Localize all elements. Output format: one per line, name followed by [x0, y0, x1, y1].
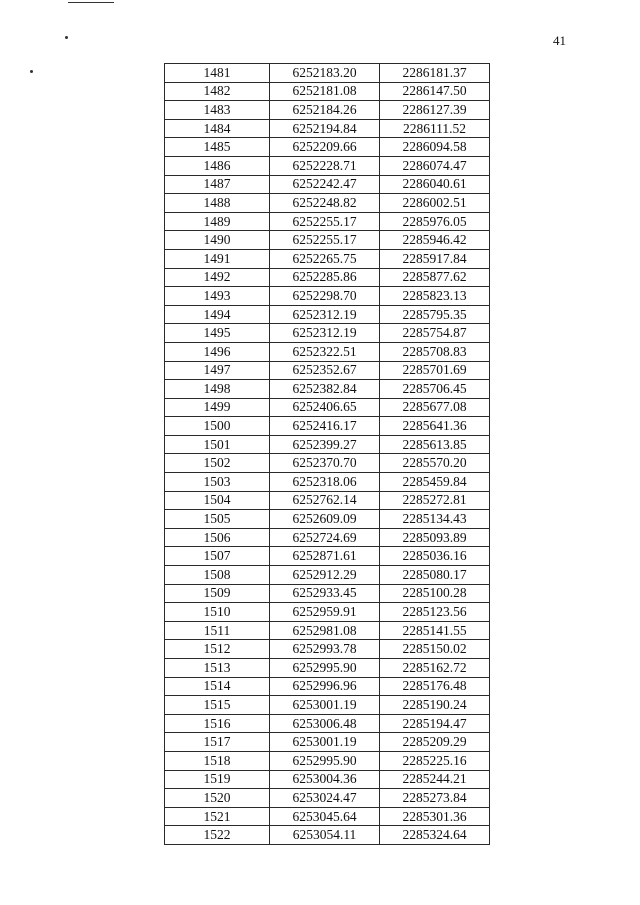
table-row — [165, 398, 490, 417]
point-number-cell: 1516 — [165, 714, 270, 733]
table-row — [165, 324, 490, 343]
top-rule-line — [68, 2, 114, 3]
x-coordinate-cell: 6252912.29 — [270, 566, 380, 585]
point-number-cell: 1520 — [165, 789, 270, 808]
table-row — [165, 491, 490, 510]
x-coordinate-cell: 6252871.61 — [270, 547, 380, 566]
y-coordinate-cell: 2286074.47 — [380, 156, 490, 175]
table-row — [165, 826, 490, 845]
table-row — [165, 435, 490, 454]
x-coordinate-cell: 6252399.27 — [270, 435, 380, 454]
point-number-cell: 1502 — [165, 454, 270, 473]
table-row — [165, 677, 490, 696]
point-number-cell: 1521 — [165, 807, 270, 826]
y-coordinate-cell: 2285706.45 — [380, 380, 490, 399]
table-row — [165, 770, 490, 789]
table-row — [165, 417, 490, 436]
x-coordinate-cell: 6252352.67 — [270, 361, 380, 380]
y-coordinate-cell: 2285273.84 — [380, 789, 490, 808]
table-row — [165, 194, 490, 213]
point-number-cell: 1518 — [165, 751, 270, 770]
y-coordinate-cell: 2286181.37 — [380, 64, 490, 83]
table-row — [165, 156, 490, 175]
point-number-cell: 1515 — [165, 696, 270, 715]
x-coordinate-cell: 6252318.06 — [270, 473, 380, 492]
y-coordinate-cell: 2285209.29 — [380, 733, 490, 752]
x-coordinate-cell: 6252933.45 — [270, 584, 380, 603]
x-coordinate-cell: 6252995.90 — [270, 751, 380, 770]
x-coordinate-cell: 6253001.19 — [270, 696, 380, 715]
table-row — [165, 231, 490, 250]
y-coordinate-cell: 2286094.58 — [380, 138, 490, 157]
x-coordinate-cell: 6252298.70 — [270, 287, 380, 306]
x-coordinate-cell: 6252184.26 — [270, 101, 380, 120]
point-number-cell: 1504 — [165, 491, 270, 510]
x-coordinate-cell: 6253001.19 — [270, 733, 380, 752]
x-coordinate-cell: 6252228.71 — [270, 156, 380, 175]
point-number-cell: 1485 — [165, 138, 270, 157]
point-number-cell: 1514 — [165, 677, 270, 696]
point-number-cell: 1486 — [165, 156, 270, 175]
x-coordinate-cell: 6252993.78 — [270, 640, 380, 659]
table-row — [165, 342, 490, 361]
x-coordinate-cell: 6253004.36 — [270, 770, 380, 789]
table-row — [165, 249, 490, 268]
point-number-cell: 1508 — [165, 566, 270, 585]
y-coordinate-cell: 2285917.84 — [380, 249, 490, 268]
x-coordinate-cell: 6252194.84 — [270, 119, 380, 138]
table-row — [165, 138, 490, 157]
y-coordinate-cell: 2285877.62 — [380, 268, 490, 287]
point-number-cell: 1481 — [165, 64, 270, 83]
x-coordinate-cell: 6252248.82 — [270, 194, 380, 213]
x-coordinate-cell: 6252609.09 — [270, 510, 380, 529]
point-number-cell: 1489 — [165, 212, 270, 231]
x-coordinate-cell: 6252255.17 — [270, 231, 380, 250]
table-row — [165, 361, 490, 380]
y-coordinate-cell: 2285976.05 — [380, 212, 490, 231]
point-number-cell: 1517 — [165, 733, 270, 752]
y-coordinate-cell: 2285301.36 — [380, 807, 490, 826]
point-number-cell: 1519 — [165, 770, 270, 789]
table-row — [165, 510, 490, 529]
y-coordinate-cell: 2285162.72 — [380, 659, 490, 678]
x-coordinate-cell: 6252312.19 — [270, 305, 380, 324]
table-row — [165, 733, 490, 752]
y-coordinate-cell: 2285613.85 — [380, 435, 490, 454]
point-number-cell: 1487 — [165, 175, 270, 194]
y-coordinate-cell: 2286127.39 — [380, 101, 490, 120]
y-coordinate-cell: 2285225.16 — [380, 751, 490, 770]
y-coordinate-cell: 2286002.51 — [380, 194, 490, 213]
y-coordinate-cell: 2285141.55 — [380, 621, 490, 640]
point-number-cell: 1498 — [165, 380, 270, 399]
table-row — [165, 380, 490, 399]
point-number-cell: 1503 — [165, 473, 270, 492]
table-row — [165, 659, 490, 678]
point-number-cell: 1497 — [165, 361, 270, 380]
table-row — [165, 119, 490, 138]
point-number-cell: 1484 — [165, 119, 270, 138]
point-number-cell: 1510 — [165, 603, 270, 622]
x-coordinate-cell: 6252416.17 — [270, 417, 380, 436]
point-number-cell: 1509 — [165, 584, 270, 603]
table-row — [165, 603, 490, 622]
x-coordinate-cell: 6252265.75 — [270, 249, 380, 268]
x-coordinate-cell: 6252242.47 — [270, 175, 380, 194]
table-row — [165, 751, 490, 770]
y-coordinate-cell: 2285641.36 — [380, 417, 490, 436]
point-number-cell: 1494 — [165, 305, 270, 324]
y-coordinate-cell: 2285244.21 — [380, 770, 490, 789]
x-coordinate-cell: 6252181.08 — [270, 82, 380, 101]
table-row — [165, 547, 490, 566]
x-coordinate-cell: 6252382.84 — [270, 380, 380, 399]
point-number-cell: 1482 — [165, 82, 270, 101]
x-coordinate-cell: 6252370.70 — [270, 454, 380, 473]
table-row — [165, 101, 490, 120]
point-number-cell: 1491 — [165, 249, 270, 268]
point-number-cell: 1505 — [165, 510, 270, 529]
y-coordinate-cell: 2285754.87 — [380, 324, 490, 343]
y-coordinate-cell: 2286147.50 — [380, 82, 490, 101]
y-coordinate-cell: 2285324.64 — [380, 826, 490, 845]
point-number-cell: 1501 — [165, 435, 270, 454]
point-number-cell: 1511 — [165, 621, 270, 640]
x-coordinate-cell: 6253054.11 — [270, 826, 380, 845]
point-number-cell: 1488 — [165, 194, 270, 213]
table-row — [165, 714, 490, 733]
y-coordinate-cell: 2285176.48 — [380, 677, 490, 696]
y-coordinate-cell: 2285708.83 — [380, 342, 490, 361]
table-row — [165, 621, 490, 640]
y-coordinate-cell: 2285570.20 — [380, 454, 490, 473]
table-row — [165, 566, 490, 585]
table-row — [165, 268, 490, 287]
y-coordinate-cell: 2285036.16 — [380, 547, 490, 566]
y-coordinate-cell: 2286040.61 — [380, 175, 490, 194]
table-row — [165, 305, 490, 324]
page-number: 41 — [553, 33, 566, 48]
coordinates-table-body — [165, 64, 490, 845]
x-coordinate-cell: 6252255.17 — [270, 212, 380, 231]
table-row — [165, 696, 490, 715]
y-coordinate-cell: 2285194.47 — [380, 714, 490, 733]
point-number-cell: 1513 — [165, 659, 270, 678]
x-coordinate-cell: 6252406.65 — [270, 398, 380, 417]
x-coordinate-cell: 6252183.20 — [270, 64, 380, 83]
y-coordinate-cell: 2285100.28 — [380, 584, 490, 603]
y-coordinate-cell: 2285123.56 — [380, 603, 490, 622]
x-coordinate-cell: 6253006.48 — [270, 714, 380, 733]
x-coordinate-cell: 6252724.69 — [270, 528, 380, 547]
x-coordinate-cell: 6252959.91 — [270, 603, 380, 622]
x-coordinate-cell: 6252981.08 — [270, 621, 380, 640]
table-row — [165, 64, 490, 83]
y-coordinate-cell: 2285190.24 — [380, 696, 490, 715]
y-coordinate-cell: 2285823.13 — [380, 287, 490, 306]
point-number-cell: 1500 — [165, 417, 270, 436]
table-row — [165, 175, 490, 194]
y-coordinate-cell: 2285093.89 — [380, 528, 490, 547]
table-row — [165, 528, 490, 547]
point-number-cell: 1507 — [165, 547, 270, 566]
y-coordinate-cell: 2285080.17 — [380, 566, 490, 585]
x-coordinate-cell: 6252209.66 — [270, 138, 380, 157]
table-row — [165, 789, 490, 808]
point-number-cell: 1496 — [165, 342, 270, 361]
point-number-cell: 1499 — [165, 398, 270, 417]
x-coordinate-cell: 6252762.14 — [270, 491, 380, 510]
x-coordinate-cell: 6252312.19 — [270, 324, 380, 343]
table-row — [165, 287, 490, 306]
y-coordinate-cell: 2285272.81 — [380, 491, 490, 510]
y-coordinate-cell: 2285134.43 — [380, 510, 490, 529]
y-coordinate-cell: 2285701.69 — [380, 361, 490, 380]
x-coordinate-cell: 6253045.64 — [270, 807, 380, 826]
scan-speck — [30, 70, 33, 73]
coordinates-table — [164, 63, 490, 845]
x-coordinate-cell: 6253024.47 — [270, 789, 380, 808]
table-row — [165, 473, 490, 492]
y-coordinate-cell: 2285946.42 — [380, 231, 490, 250]
y-coordinate-cell: 2285150.02 — [380, 640, 490, 659]
point-number-cell: 1483 — [165, 101, 270, 120]
y-coordinate-cell: 2285795.35 — [380, 305, 490, 324]
table-row — [165, 82, 490, 101]
point-number-cell: 1493 — [165, 287, 270, 306]
y-coordinate-cell: 2286111.52 — [380, 119, 490, 138]
y-coordinate-cell: 2285677.08 — [380, 398, 490, 417]
scan-speck — [65, 36, 68, 39]
point-number-cell: 1495 — [165, 324, 270, 343]
point-number-cell: 1522 — [165, 826, 270, 845]
table-row — [165, 640, 490, 659]
x-coordinate-cell: 6252996.96 — [270, 677, 380, 696]
x-coordinate-cell: 6252322.51 — [270, 342, 380, 361]
table-row — [165, 454, 490, 473]
point-number-cell: 1512 — [165, 640, 270, 659]
table-row — [165, 212, 490, 231]
x-coordinate-cell: 6252995.90 — [270, 659, 380, 678]
x-coordinate-cell: 6252285.86 — [270, 268, 380, 287]
point-number-cell: 1492 — [165, 268, 270, 287]
point-number-cell: 1506 — [165, 528, 270, 547]
table-row — [165, 584, 490, 603]
point-number-cell: 1490 — [165, 231, 270, 250]
y-coordinate-cell: 2285459.84 — [380, 473, 490, 492]
table-row — [165, 807, 490, 826]
